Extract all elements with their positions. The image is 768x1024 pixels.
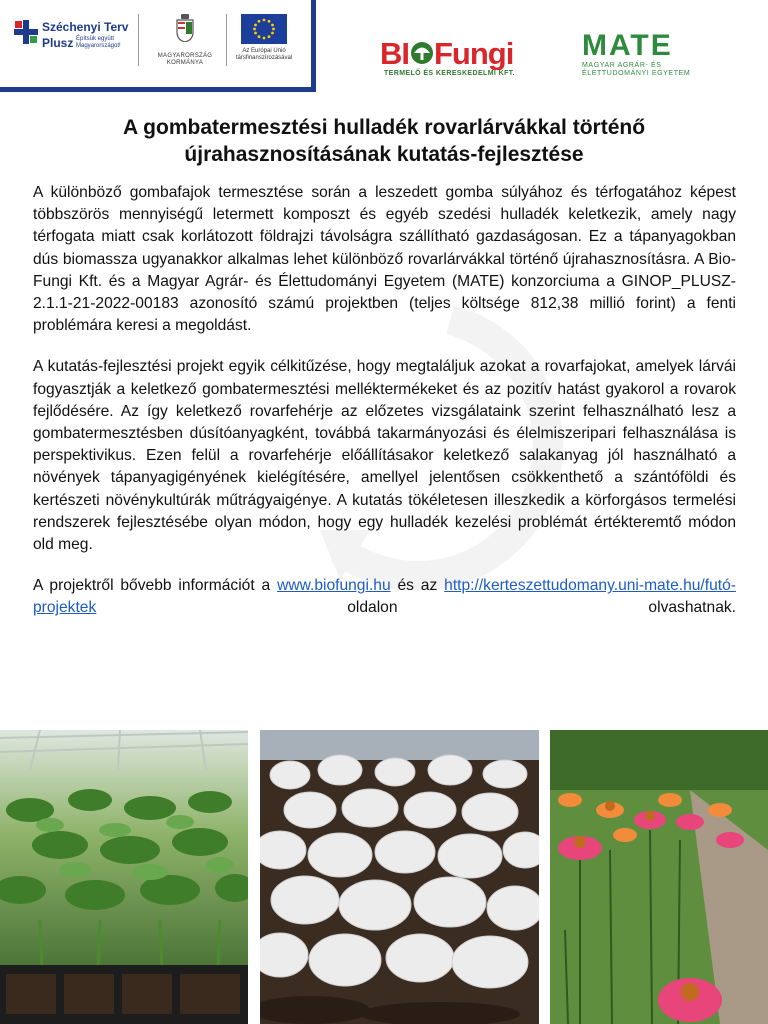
mate-wordmark: MATE xyxy=(582,29,673,62)
svg-text:Fungi: Fungi xyxy=(434,36,514,70)
article-body xyxy=(33,182,736,639)
government-logo xyxy=(150,14,220,72)
mate-projects-link[interactable]: http://kerteszettudomany.uni-mate.hu/futó-projektek xyxy=(33,577,736,617)
header-divider xyxy=(226,14,227,66)
eu-flag-icon xyxy=(241,14,287,44)
links-mid-text: és az xyxy=(397,577,438,595)
page-title: A gombatermesztési hulladék rovarlárvákkal történő újrahasznosításának kutatás-fejlesztése xyxy=(122,116,646,166)
svg-text:BI: BI xyxy=(380,36,409,70)
hungarian-crest-icon xyxy=(176,14,194,42)
mate-logo xyxy=(582,30,712,86)
biofungi-logo xyxy=(380,34,536,82)
szechenyi-title: Széchenyi Terv xyxy=(42,20,129,34)
szechenyi-plus: Plusz xyxy=(42,36,74,50)
szechenyi-plusz-logo xyxy=(14,18,134,68)
biofungi-subtitle: TERMELŐ ÉS KERESKEDELMI KFT. xyxy=(384,70,515,77)
paragraph-intro: A különböző gombafajok termesztése során a leszedett gomba súlyához és térfogatához képest többszörös mennyiségű letermett komposzt és egyéb szedési hulladék keletkezik, amely nagy térfogata miatt csak korlátozott földrajzi távolságra szállítható gazdaságosan. Ez a tápanyagokban dús biomassza ugyanakkor alkalmas lehet különböző rovarlárvákkal történő újrahasznosításra. A Bio-Fungi Kft. és a Magyar Agrár- és Élettudományi Egyetem (MATE) konzorciuma a GINOP_PLUSZ-2.1.1-21-2022-00183 azonosító számú projektben (teljes költsége 812,38 millió forint) a fenti problémára keresi a megoldást. xyxy=(33,184,736,335)
header-funding-band xyxy=(0,0,316,92)
paragraph-links xyxy=(33,575,736,619)
eu-text: Az Európai Unió társfinanszírozásával xyxy=(235,48,293,61)
mate-subtitle: MAGYAR AGRÁR- ÉS ÉLETTUDOMÁNYI EGYETEM xyxy=(582,62,691,77)
government-text: MAGYARORSZÁG KORMÁNYA xyxy=(157,53,213,66)
biofungi-website-link[interactable]: www.biofungi.hu xyxy=(277,577,391,595)
szechenyi-cross-icon xyxy=(14,20,38,44)
paragraph-goals: A kutatás-fejlesztési projekt egyik célkitűzése, hogy megtaláljuk azokat a rovarfajokat, amelyek lárvái fogyasztják a keletkező gombatermesztési melléktermékeket és az pozitív hatást gyakorol a rovarok fejlődésére. Az így keletkező rovarfehérje az előzetes vizsgálataink szerint felhasználható lesz a gombatermesztésben dúsítóanyagként, továbbá takarmányozási és élelmiszeripari felhasználása is perspektivikus. Ezen felül a rovarfehérje előállításakor keletkező salakanyag jól használható a növények tápanyagigényének kielégítésére, amellyel jelentősen csökkenthető a szántóföldi és kertészeti növénykultúrák műtrágyaigénye. A kutatás tökéletesen illeszkedik a körforgásos termelési rendszerek fejlesztésébe olyan módon, hogy egy hulladék kezelési problémát értékteremtő módon old meg. xyxy=(33,358,736,554)
eu-logo xyxy=(232,14,296,62)
white-mushrooms-photo xyxy=(260,730,539,1024)
biofungi-wordmark xyxy=(380,34,536,70)
links-outro-text: oldalon olvashatnak. xyxy=(347,599,736,617)
header-divider xyxy=(138,14,139,66)
echinacea-flowers-photo xyxy=(550,730,768,1024)
links-intro-text: A projektről bővebb információt a xyxy=(33,577,271,595)
pepper-seedlings-photo xyxy=(0,730,248,1024)
szechenyi-subtitle: Építsük együtt Magyarországot! xyxy=(76,36,121,49)
